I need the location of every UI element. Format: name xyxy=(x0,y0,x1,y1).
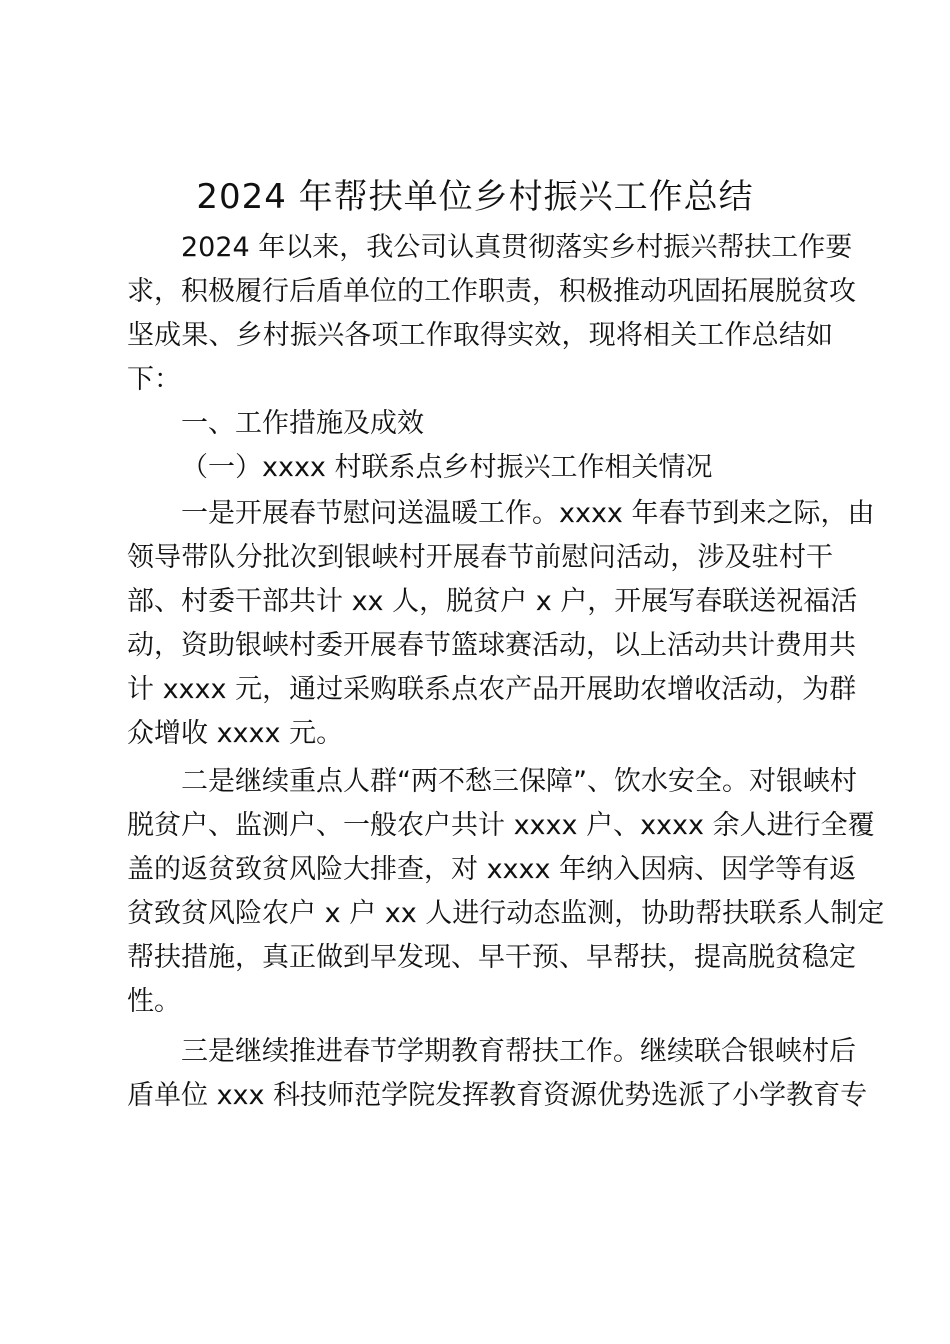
paragraph-line: 2024 年以来，我公司认真贯彻落实乡村振兴帮扶工作要 xyxy=(181,232,853,263)
paragraph-line: 求，积极履行后盾单位的工作职责，积极推动巩固拓展脱贫攻 xyxy=(127,276,856,307)
paragraph-line: 坚成果、乡村振兴各项工作取得实效，现将相关工作总结如 xyxy=(127,320,833,351)
paragraph-line: 帮扶措施，真正做到早发现、早干预、早帮扶，提高脱贫稳定 xyxy=(127,942,856,973)
paragraph-line: 二是继续重点人群“两不愁三保障”、饮水安全。对银峡村 xyxy=(181,766,857,797)
paragraph-line: 三是继续推进春节学期教育帮扶工作。继续联合银峡村后 xyxy=(181,1036,856,1067)
section-heading: 一、工作措施及成效 xyxy=(181,408,424,439)
paragraph-line: 贫致贫风险农户 x 户 xx 人进行动态监测，协助帮扶联系人制定 xyxy=(127,898,885,929)
paragraph-line: 盾单位 xxx 科技师范学院发挥教育资源优势选派了小学教育专 xyxy=(127,1080,868,1111)
paragraph-line: 众增收 xxxx 元。 xyxy=(127,718,344,749)
paragraph-line: 领导带队分批次到银峡村开展春节前慰问活动，涉及驻村干 xyxy=(127,542,833,573)
paragraph-line: 计 xxxx 元，通过采购联系点农产品开展助农增收活动，为群 xyxy=(127,674,857,705)
paragraph-line: 性。 xyxy=(127,986,181,1017)
paragraph-line: 脱贫户、监测户、一般农户共计 xxxx 户、xxxx 余人进行全覆 xyxy=(127,810,875,841)
paragraph-line: 盖的返贫致贫风险大排查，对 xxxx 年纳入因病、因学等有返 xyxy=(127,854,857,885)
document-title: 2024 年帮扶单位乡村振兴工作总结 xyxy=(196,177,754,217)
paragraph-line: 动，资助银峡村委开展春节篮球赛活动，以上活动共计费用共 xyxy=(127,630,856,661)
paragraph-line: 部、村委干部共计 xx 人，脱贫户 x 户，开展写春联送祝福活 xyxy=(127,586,858,617)
subsection-heading: （一）xxxx 村联系点乡村振兴工作相关情况 xyxy=(181,452,713,483)
paragraph-line: 一是开展春节慰问送温暖工作。xxxx 年春节到来之际，由 xyxy=(181,498,875,529)
paragraph-line: 下： xyxy=(127,364,181,395)
